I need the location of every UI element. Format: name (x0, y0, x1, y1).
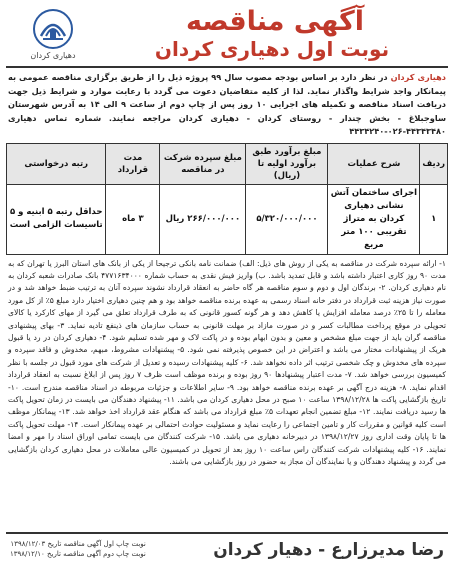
cell-deposit: ۲۶۶/۰۰۰/۰۰۰ ریال (160, 184, 246, 254)
table-row (7, 184, 448, 254)
notice-header (6, 4, 448, 68)
intro-paragraph (6, 68, 448, 141)
date-second-print: نوبت چاپ دوم آگهی مناقصه تاریخ ۱۳۹۸/۱۲/۱۰ (10, 550, 146, 558)
dehyari-logo (10, 8, 96, 64)
header-deposit: مبلغ سپرده شرکت در مناقصه (160, 143, 246, 184)
cell-description: اجرای ساختمان آتش نشانی دهیاری کردان به متراژ تقریبی ۱۰۰ متر مربع (328, 184, 420, 254)
cell-rank: حداقل رتبه ۵ ابنیه و ۵ تاسیسات الزامی است (7, 184, 106, 254)
cell-duration: ۳ ماه (106, 184, 160, 254)
tender-table (6, 143, 448, 255)
intro-org: دهیاری کردان (390, 72, 446, 82)
publication-dates (10, 539, 146, 559)
title-sub: نوبت اول دهیاری کردان (154, 37, 390, 61)
logo-emblem-icon (31, 8, 75, 50)
table-header-row (7, 143, 448, 184)
notice-footer (6, 532, 448, 572)
date-first-print: نوبت چاپ اول آگهی مناقصه تاریخ ۱۳۹۸/۱۲/۰۳ (10, 540, 146, 548)
intro-text: در نظر دارد بر اساس بودجه مصوب سال ۹۹ پروژه ذیل را از طریق برگزاری مناقصه عمومی به پیمانکار واجد شرایط واگذار نماید. لذا از کلیه متقاضیان دعوت می گردد با رعایت موارد و شرایط ذیل جهت دریافت اسناد مناقصه و تکمیله های اجرایی ۱۰ روز پس از چاپ دوم از ساعت ۹ الی ۱۴ به آدرس شهرستان ساوجبلاغ - بخش چندار - روستای کردان - دهیاری کردان مراجعه نمایند. شماره تماس دهیاری ۴۴۳۴۳۴۸۰-۰۲۶-۴۴۳۴۲۴۰ (8, 72, 447, 136)
cell-estimate: ۵/۳۲۰/۰۰۰/۰۰۰ (246, 184, 328, 254)
header-description: شرح عملیات (328, 143, 420, 184)
logo-caption: دهیاری کردان (30, 51, 76, 60)
signature: رضا مدیرزارع - دهیار کردان (213, 540, 444, 560)
header-rank: رتبه درخواستی (7, 143, 106, 184)
header-estimate: مبلغ برآورد طبق برآورد اولیه تا (ریال) (246, 143, 328, 184)
notice-title (102, 6, 448, 61)
header-row-number: ردیف (420, 143, 448, 184)
title-main: آگهی مناقصه (185, 6, 365, 37)
header-duration: مدت قرارداد (106, 143, 160, 184)
cell-row-number: ۱ (420, 184, 448, 254)
conditions-text: ۱- ارائه سپرده شرکت در مناقصه به یکی از روش های ذیل: الف) ضمانت نامه بانکی ترجیحا از یکی از بانک های استان البرز یا تهران که به مدت ۹۰ روز کاری اعتبار داشته باشد و قابل تمدید باشد. ب) واریز فیش نقدی به حساب شماره ۴۷۷۱۶۳۴۰۰۰ بانک صادرات شعبه کردان به نام دهیاری کردان. ۲- برندگان اول و دوم و سوم مناقصه هر گاه حاضر به انعقاد قرارداد نشوند سپرده آنان به ترتیب ضبط خواهد شد و در صورت نیاز هزینه ثبت قرارداد در دفتر خانه اسناد رسمی به عهده برنده مناقصه خواهد بود و هم چنین دهیاری اختیار دارد مبلغ ۵٪ از کل مورد معامله را تا ۲۵٪ درصد معامله افزایش یا کاهش دهد و هر گونه کسور قانونی که به طرف قرارداد تعلق می گیرد از مهای کارکرد یا کالای تحویلی در موقع پرداخت مطالبات کسر و در صورت مازاد بر مهلت قانونی به حساب سازمان های ذینفع تادیه نماید. ۳- بهای پیشنهادی مناقصه گران باید از جهت مبلغ مشخص و معین و بدون ابهام بوده و در پاکت لاک و مهر شده تسلیم شود. ۴- دهیاری کردان در رد یا قبول هریک از پیشنهادات مختار می باشد و اعتراض در این خصوص پذیرفته نمی شود. ۵- پیشنهادات مشروط، مبهم، مخدوش و فاقد سپرده و سپرده های مخدوش و چک شخصی ترتیب اثر داده نخواهد شد. ۶- کلیه پیشنهادات رسیده و تعدیل از شرکت های مورد قبول در جلسه با نظر کمیسیون بررسی خواهد شد. ۷- مدت اعتبار پیشنهادها ۹۰ روز بوده و برنده موظف است ظرف ۷ روز پس از ابلاغ نسبت به انعقاد قرارداد اقدام نماید. ۸- هزینه درج آگهی بر عهده برنده مناقصه خواهد بود. ۹- سایر اطلاعات و جزئیات مربوطه در اسناد مناقصه مندرج است. ۱۰- تاریخ بازگشایی پاکت ها ۱۳۹۸/۱۲/۲۸ ساعت ۱۰ صبح در محل دهیاری کردان می باشد. ۱۱- پیشنهاد دهندگان می بایست در زمان تحویل پاکت ها رسید دریافت نمایند. ۱۲- مبلغ تضمین انجام تعهدات ۵٪ مبلغ قرارداد می باشد که هنگام عقد قرارداد اخذ خواهد شد. ۱۳- پیمانکار موظف است کلیه قوانین و مقررات کار و تامین اجتماعی را رعایت نماید و مسئولیت حوادث احتمالی بر عهده پیمانکار است. ۱۴- مهلت تحویل پاکت ها تا پایان وقت اداری روز ۱۳۹۸/۱۲/۲۷ در دبیرخانه دهیاری می باشد. ۱۵- شرکت کنندگان می بایست تمامی اوراق اسناد را مهر و امضا نمایند. ۱۶- کلیه پیشنهادات شرکت کنندگان راس ساعت ۱۰ روز بعد از تحویل در کمیسیون عالی معاملات در محل دهیاری کردان بازگشایی می گردد و پیشنهاد دهندگان و یا نمایندگان آن مجاز به حضور در روز بازگشایی می باشند. (8, 258, 446, 466)
